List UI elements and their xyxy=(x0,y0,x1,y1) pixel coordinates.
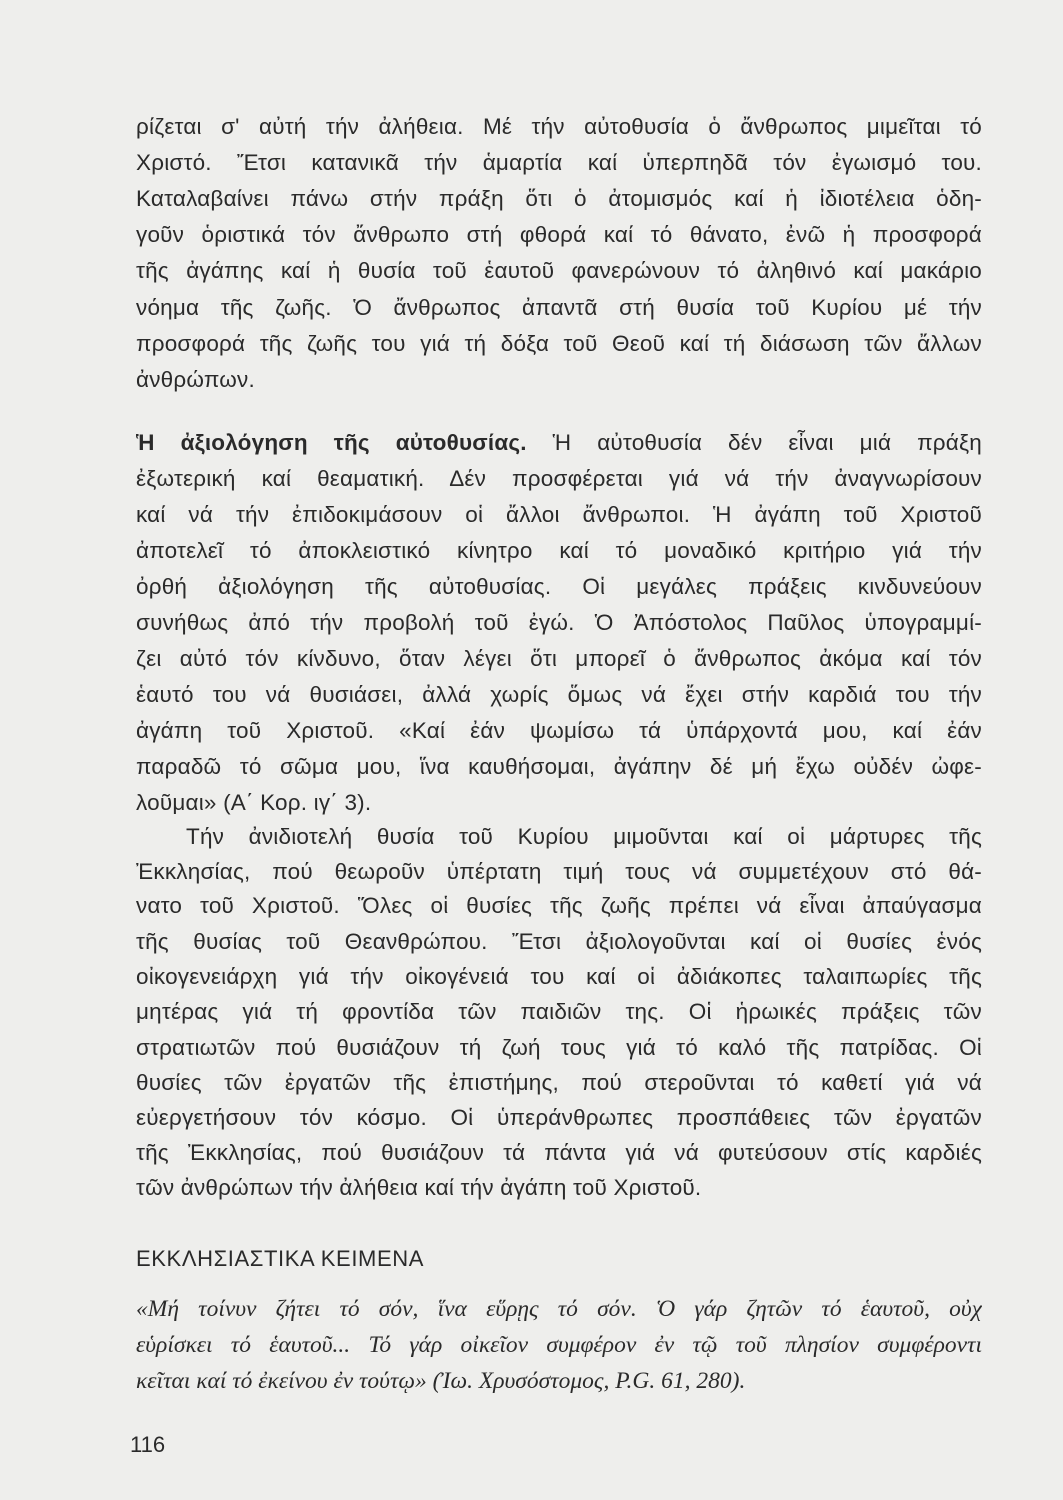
text-line: τῆς Ἐκκλησίας, πού θυσιάζουν τά πάντα γιά νά φυτεύσουν στίς καρδιές xyxy=(136,1140,982,1165)
text-line: καί νά τήν ἐπιδοκιμάσουν οἱ ἄλλοι ἄνθρωποι. Ἡ ἀγάπη τοῦ Χριστοῦ xyxy=(136,502,982,527)
text-line: τῶν ἀνθρώπων τήν ἀλήθεια καί τήν ἀγάπη τοῦ Χριστοῦ. xyxy=(136,1175,702,1200)
text-line: λοῦμαι» (Α΄ Κορ. ιγ΄ 3). xyxy=(136,790,372,815)
text-line: ρίζεται σ' αὐτή τήν ἀλήθεια. Μέ τήν αὐτοθυσία ὁ ἄνθρωπος μιμεῖται τό xyxy=(136,114,982,139)
text-line: στρατιωτῶν πού θυσιάζουν τή ζωή τους γιά τό καλό τῆς πατρίδας. Οἱ xyxy=(136,1035,982,1060)
text-line: ὀρθή ἀξιολόγηση τῆς αὐτοθυσίας. Οἱ μεγάλες πράξεις κινδυνεύουν xyxy=(136,574,982,599)
heading-line-rest: Ἡ αὐτοθυσία δέν εἶναι μιά πράξη xyxy=(552,430,982,455)
text-line: ἀποτελεῖ τό ἀποκλειστικό κίνητρο καί τό μοναδικό κριτήριο γιά τήν xyxy=(136,538,982,563)
text-line: τῆς θυσίας τοῦ Θεανθρώπου. Ἔτσι ἀξιολογοῦνται καί οἱ θυσίες ἑνός xyxy=(136,929,982,954)
text-line: Τήν ἀνιδιοτελή θυσία τοῦ Κυρίου μιμοῦνται καί οἱ μάρτυρες τῆς xyxy=(186,824,982,849)
text-line: ἐξωτερική καί θεαματική. Δέν προσφέρεται γιά νά τήν ἀναγνωρίσουν xyxy=(136,466,982,491)
text-line: ζει αὐτό τόν κίνδυνο, ὅταν λέγει ὅτι μπορεῖ ὁ ἄνθρωπος ἀκόμα καί τόν xyxy=(136,646,982,671)
text-line: ἀνθρώπων. xyxy=(136,367,255,392)
paragraph-heading: Ἡ ἀξιολόγηση τῆς αὐτοθυσίας. xyxy=(136,430,527,455)
text-line: νατο τοῦ Χριστοῦ. Ὅλες οἱ θυσίες τῆς ζωῆς πρέπει νά εἶναι ἀπαύγασμα xyxy=(136,893,982,918)
text-line: προσφορά τῆς ζωῆς του γιά τή δόξα τοῦ Θεοῦ καί τή διάσωση τῶν ἄλλων xyxy=(136,331,982,356)
text-line: μητέρας γιά τή φροντίδα τῶν παιδιῶν της. Οἱ ἡρωικές πράξεις τῶν xyxy=(136,999,982,1024)
text-line xyxy=(136,428,982,458)
text-line: Ἐκκλησίας, πού θεωροῦν ὑπέρτατη τιμή τους νά συμμετέχουν στό θά- xyxy=(136,859,982,884)
text-line: εὐεργετήσουν τόν κόσμο. Οἱ ὑπεράνθρωπες προσπάθειες τῶν ἐργατῶν xyxy=(136,1105,982,1130)
text-line: τῆς ἀγάπης καί ἡ θυσία τοῦ ἑαυτοῦ φανερώνουν τό ἀληθινό καί μακάριο xyxy=(136,258,982,283)
text-line: οἰκογενειάρχη γιά τήν οἰκογένειά του καί οἱ ἀδιάκοπες ταλαιπωρίες τῆς xyxy=(136,964,982,989)
quote-line: κεῖται καί τό ἐκείνου ἐν τούτῳ» (Ἰω. Χρυσόστομος, P.G. 61, 280). xyxy=(136,1368,746,1394)
text-line: νόημα τῆς ζωῆς. Ὁ ἄνθρωπος ἀπαντᾶ στή θυσία τοῦ Κυρίου μέ τήν xyxy=(136,295,982,320)
text-line: Χριστό. Ἔτσι κατανικᾶ τήν ἁμαρτία καί ὑπερπηδᾶ τόν ἐγωισμό του. xyxy=(136,150,982,175)
section-heading: ΕΚΚΛΗΣΙΑΣΤΙΚΑ ΚΕΙΜΕΝΑ xyxy=(136,1246,425,1271)
text-line: ἀγάπη τοῦ Χριστοῦ. «Καί ἐάν ψωμίσω τά ὑπάρχοντά μου, καί ἐάν xyxy=(136,718,982,743)
text-line: συνήθως ἀπό τήν προβολή τοῦ ἐγώ. Ὁ Ἀπόστολος Παῦλος ὑπογραμμί- xyxy=(136,610,982,635)
text-line: ἑαυτό του νά θυσιάσει, ἀλλά χωρίς ὅμως νά ἔχει στήν καρδιά του τήν xyxy=(136,682,982,707)
text-line: θυσίες τῶν ἐργατῶν τῆς ἐπιστήμης, πού στεροῦνται τό καθετί γιά νά xyxy=(136,1070,982,1095)
page-number: 116 xyxy=(130,1432,166,1457)
text-line: γοῦν ὁριστικά τόν ἄνθρωπο στή φθορά καί τό θάνατο, ἐνῶ ἡ προσφορά xyxy=(136,222,982,247)
quote-line: εὑρίσκει τό ἑαυτοῦ... Τό γάρ οἰκεῖον συμφέρον ἐν τῷ τοῦ πλησίον συμφέροντι xyxy=(136,1332,982,1358)
text-line: παραδῶ τό σῶμα μου, ἵνα καυθήσομαι, ἀγάπην δέ μή ἔχω οὐδέν ὠφε- xyxy=(136,754,982,779)
quote-line: «Μή τοίνυν ζήτει τό σόν, ἵνα εὕρῃς τό σόν. Ὁ γάρ ζητῶν τό ἑαυτοῦ, οὐχ xyxy=(136,1296,982,1322)
text-line: Καταλαβαίνει πάνω στήν πράξη ὅτι ὁ ἀτομισμός καί ἡ ἰδιοτέλεια ὁδη- xyxy=(136,186,982,211)
